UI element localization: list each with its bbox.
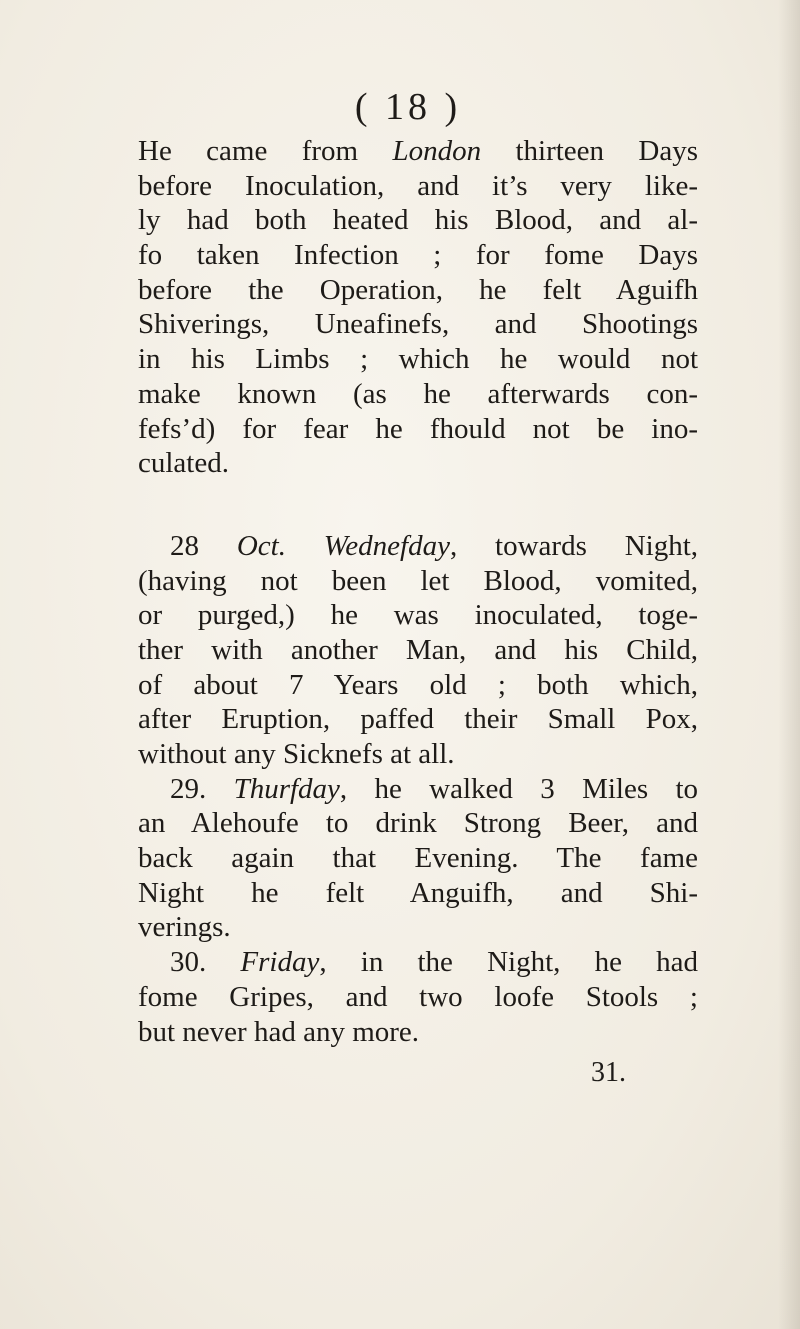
- text-block: [138, 82, 698, 1093]
- text-line: 28 Oct. Wednefday, towards Night,: [170, 529, 699, 562]
- text-line: before Inoculation, and it’s very like-: [138, 169, 698, 202]
- text-line: in his Limbs ; which he would not: [138, 343, 698, 376]
- text-line: Shiverings, Uneafinefs, and Shootings: [138, 308, 698, 341]
- text-line: of about 7 Years old ; both which,: [138, 668, 698, 701]
- page-number: ( 18 ): [354, 86, 462, 128]
- text-line: or purged,) he was inoculated, toge-: [138, 599, 698, 632]
- text-line: fo taken Infection ; for fome Days: [138, 239, 698, 272]
- text-line: verings.: [138, 911, 231, 944]
- catchword: 31.: [591, 1057, 626, 1089]
- text-line: make known (as he afterwards con-: [138, 377, 698, 410]
- text-line: back again that Evening. The fame: [138, 842, 698, 875]
- text-line: fefs’d) for fear he fhould not be ino-: [138, 412, 698, 445]
- text-line: 29. Thurfday, he walked 3 Miles to: [170, 772, 699, 805]
- text-line: 30. Friday, in the Night, he had: [170, 946, 698, 979]
- text-line: He came from London thirteen Days: [138, 135, 699, 167]
- text-line: Night he felt Anguifh, and Shi-: [138, 876, 698, 909]
- text-line: an Alehoufe to drink Strong Beer, and: [138, 807, 698, 840]
- text-line: fome Gripes, and two loofe Stools ;: [138, 980, 698, 1013]
- text-line: ly had both heated his Blood, and al-: [138, 204, 698, 237]
- text-line: without any Sicknefs at all.: [138, 738, 455, 770]
- page-edge-shadow: [778, 0, 800, 1329]
- paragraph-3: [138, 772, 698, 945]
- text-line: before the Operation, he felt Aguifh: [138, 273, 698, 306]
- text-line: but never had any more.: [138, 1015, 420, 1048]
- text-line: (having not been let Blood, vomited,: [138, 564, 698, 597]
- text-line: after Eruption, paffed their Small Pox,: [138, 703, 698, 736]
- paragraph-1: [138, 134, 698, 481]
- paragraph-4: [138, 945, 698, 1049]
- paragraph-2: [138, 529, 698, 772]
- text-line: culated.: [138, 447, 229, 480]
- text-line: ther with another Man, and his Child,: [138, 633, 698, 666]
